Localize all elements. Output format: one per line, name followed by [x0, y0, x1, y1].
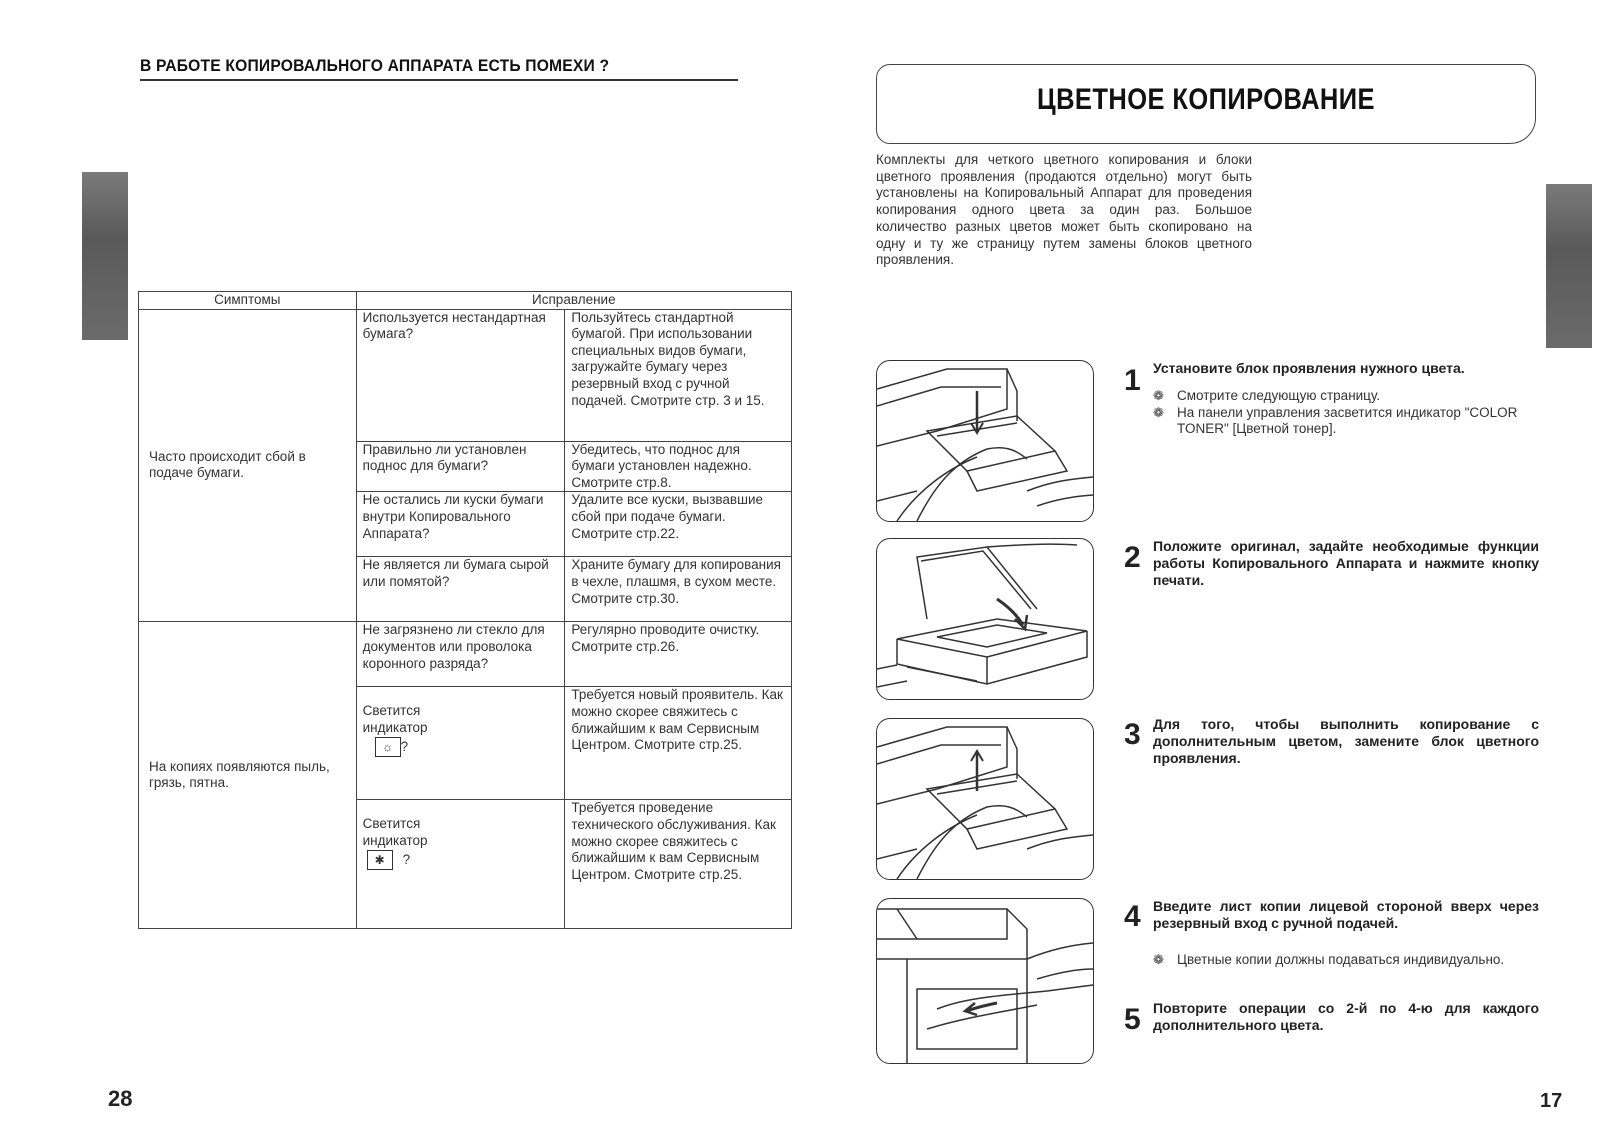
illustration-step-1: [876, 360, 1094, 522]
step-bullets: [1153, 388, 1539, 438]
step-number: 1: [1124, 364, 1141, 397]
bullet-icon: ❁: [1153, 388, 1164, 403]
bullet-icon: ❁: [1153, 952, 1164, 967]
intro-paragraph: Комплекты для четкого цветного копирования и блоки цветного проявления (продаются отдельно) могут быть установлены на Копировальный Аппарат для проведения копирования одного цвета за один раз. Большое количество разных цветов может быть скопировано на одну и ту же страницу путем замены блоков цветного проявления.: [876, 152, 1252, 268]
bullet-icon: ❁: [1153, 404, 1164, 420]
page-number-right: 17: [1540, 1090, 1563, 1112]
symptom-cell: На копиях появляются пыль, грязь, пятна.: [139, 622, 357, 929]
illustration-step-3: [876, 718, 1094, 880]
cause-cell: Правильно ли установлен поднос для бумаги?: [356, 441, 565, 492]
list-item: ❁ Цветные копии должны подаваться индивидуально.: [1153, 952, 1505, 967]
fix-cell: Требуется проведение технического обслуживания. Как можно скорее свяжитесь с ближайшим к вам Сервисным Центром. Смотрите стр.25.: [565, 800, 792, 929]
illustration-step-4: [876, 898, 1094, 1064]
section-title: ЦВЕТНОЕ КОПИРОВАНИЕ: [1037, 83, 1375, 116]
step-number: 3: [1124, 718, 1141, 751]
table-row: [139, 622, 792, 687]
fix-cell: Регулярно проводите очистку. Смотрите стр.26.: [565, 622, 792, 687]
fix-cell: Убедитесь, что поднос для бумаги установлен надежно. Смотрите стр.8.: [565, 441, 792, 492]
cause-cell: Не является ли бумага сырой или помятой?: [356, 557, 565, 622]
bypass-feed-icon: [877, 899, 1093, 1063]
list-item: ❁ На панели управления засветится индикатор "COLOR TONER" [Цветной тонер].: [1153, 404, 1518, 437]
fix-cell: Требуется новый проявитель. Как можно скорее свяжитесь с ближайшим к вам Сервисным Центром. Смотрите стр.25.: [565, 687, 792, 800]
cause-cell: [356, 687, 565, 800]
table-row: [139, 309, 792, 441]
step-instruction: Повторите операции со 2-й по 4-ю для каждого дополнительного цвета.: [1153, 1000, 1539, 1033]
header-symptoms: Симптомы: [139, 292, 357, 310]
section-tab-marker-left: [82, 172, 128, 340]
install-developer-unit-icon: [877, 361, 1093, 521]
fix-cell: Храните бумагу для копирования в чехле, плашмя, в сухом месте. Смотрите стр.30.: [565, 557, 792, 622]
cause-suffix: ?: [400, 738, 409, 754]
section-title-box: [876, 64, 1536, 144]
developer-indicator-icon: ☼: [375, 737, 401, 757]
step-instruction: Установите блок проявления нужного цвета.: [1153, 360, 1465, 376]
fix-cell: Удалите все куски, вызвавшие сбой при подаче бумаги. Смотрите стр.22.: [565, 492, 792, 557]
step-instruction: Положите оригинал, задайте необходимые функции работы Копировального Аппарата и нажмите кнопку печати.: [1153, 538, 1539, 588]
cause-cell: [356, 800, 565, 929]
troubleshooting-table: [138, 291, 792, 929]
maintenance-indicator-icon: ✱: [367, 850, 393, 870]
step-instruction: Введите лист копии лицевой стороной вверх через резервный вход с ручной подачей.: [1153, 898, 1539, 931]
cause-text: Светится индикатор: [362, 703, 428, 735]
place-original-icon: [877, 539, 1093, 699]
header-remedy: Исправление: [356, 292, 791, 310]
step-instruction: Для того, чтобы выполнить копирование с дополнительным цветом, замените блок цветного проявления.: [1153, 716, 1539, 766]
cause-text: Светится индикатор: [362, 816, 428, 848]
fix-cell: Пользуйтесь стандартной бумагой. При использовании специальных видов бумаги, загружайте бумагу через резервный вход с ручной подачей. Смотрите стр. 3 и 15.: [565, 309, 792, 441]
cause-cell: Не остались ли куски бумаги внутри Копировального Аппарата?: [356, 492, 565, 557]
replace-developer-unit-icon: [877, 719, 1093, 879]
step-number: 4: [1124, 900, 1141, 933]
cause-cell: Не загрязнено ли стекло для документов или проволока коронного разряда?: [356, 622, 565, 687]
page-number-left: 28: [108, 1086, 133, 1111]
cause-cell: Используется нестандартная бумага?: [356, 309, 565, 441]
troubleshooting-heading: В РАБОТЕ КОПИРОВАЛЬНОГО АППАРАТА ЕСТЬ ПОМЕХИ ?: [140, 56, 738, 81]
step-number: 2: [1124, 541, 1141, 574]
list-item: ❁ Смотрите следующую страницу.: [1153, 388, 1381, 403]
symptom-cell: Часто происходит сбой в подаче бумаги.: [139, 309, 357, 622]
step-number: 5: [1124, 1003, 1141, 1036]
cause-suffix: ?: [402, 851, 411, 867]
section-tab-marker-right: [1546, 184, 1592, 348]
step-bullets: [1153, 952, 1539, 969]
illustration-step-2: [876, 538, 1094, 700]
table-header-row: [139, 292, 792, 310]
